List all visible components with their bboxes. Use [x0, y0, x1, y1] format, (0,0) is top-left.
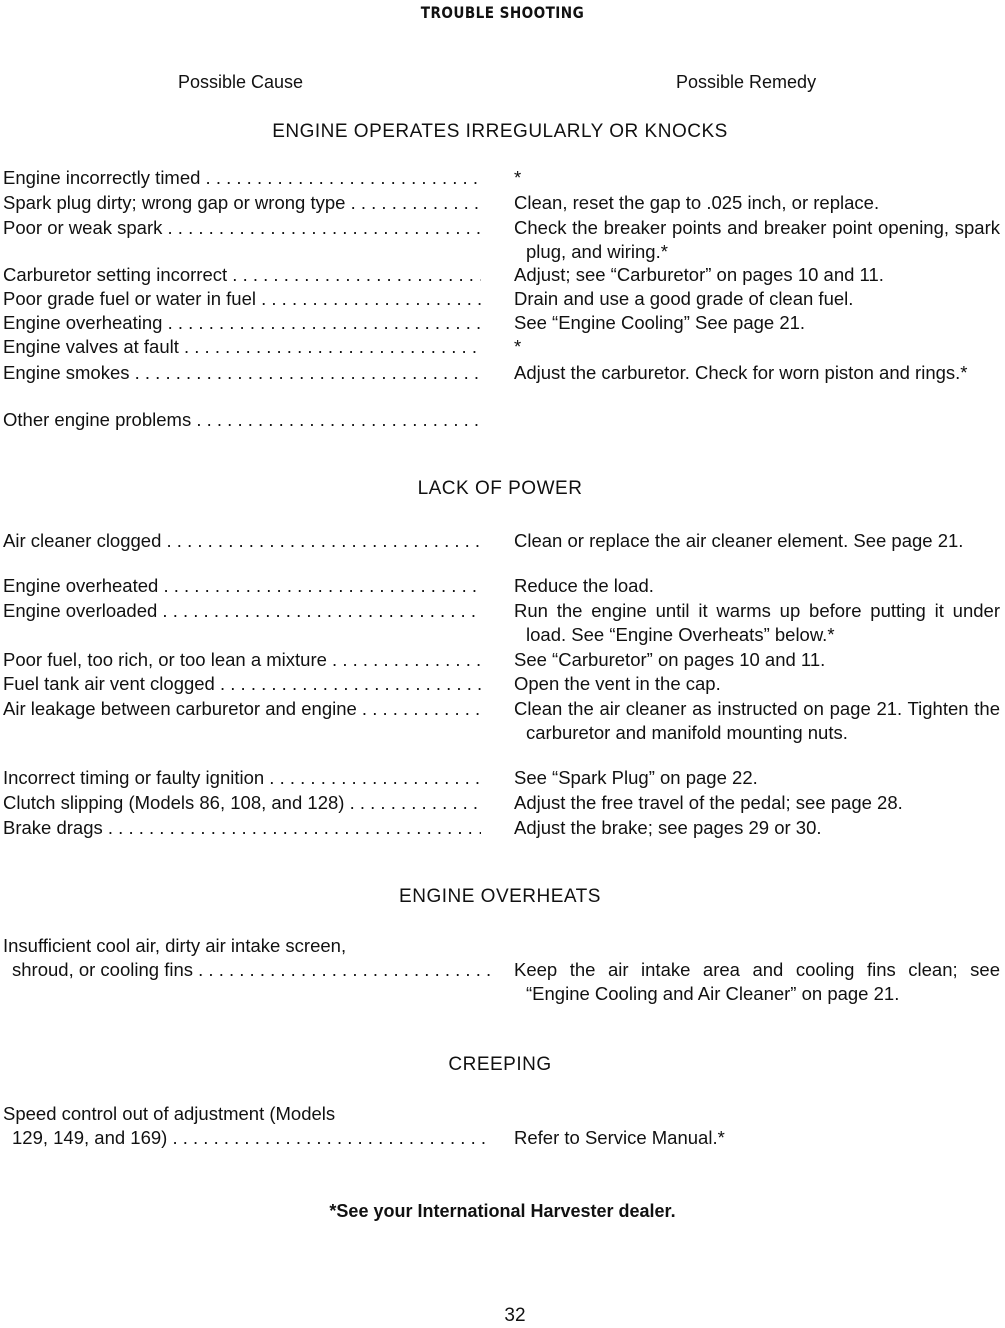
remedy-text: Run the engine until it warms up before putting it under load. See “Engine Overheats” below.* — [514, 600, 1000, 645]
cause-text: 129, 149, and 169) . . . — [3, 1126, 490, 1150]
cause-text: shroud, or cooling fins . . . — [3, 958, 490, 982]
cause-text-line1: Speed control out of adjustment (Models — [3, 1103, 336, 1124]
remedy-text: Drain and use a good grade of clean fuel. — [514, 288, 854, 309]
remedy-text: See “Engine Cooling” See page 21. — [514, 312, 806, 333]
remedy-text: Check the breaker points and breaker point opening, spark plug, and wiring.* — [514, 217, 1000, 262]
section-heading: ENGINE OPERATES IRREGULARLY OR KNOCKS — [272, 121, 728, 142]
cause-text: Engine overloaded . . . — [3, 599, 481, 623]
cause-text: Clutch slipping (Models 86, 108, and 128) . . . — [3, 791, 481, 815]
section-heading: LACK OF POWER — [417, 478, 583, 499]
cause-text-line1: Insufficient cool air, dirty air intake screen, — [3, 935, 347, 956]
cause-text: Engine overheated . . . — [3, 574, 481, 598]
remedy-text: See “Spark Plug” on page 22. — [514, 767, 758, 788]
footnote: *See your International Harvester dealer. — [329, 1201, 676, 1221]
cause-text: Air cleaner clogged . . . — [3, 529, 481, 553]
cause-text: Poor or weak spark . . . — [3, 216, 481, 240]
remedy-text: Clean or replace the air cleaner element. See page 21. — [514, 530, 964, 551]
cause-text: Brake drags . . . — [3, 816, 481, 840]
cause-text: Engine overheating . . . — [3, 311, 481, 335]
cause-text: Engine valves at fault . . . — [3, 335, 481, 359]
remedy-text: See “Carburetor” on pages 10 and 11. — [514, 649, 826, 670]
section-heading: CREEPING — [448, 1054, 552, 1075]
section-heading: ENGINE OVERHEATS — [399, 886, 601, 907]
cause-text: Engine smokes . . . — [3, 361, 481, 385]
remedy-text: Reduce the load. — [514, 575, 654, 596]
column-header-remedy: Possible Remedy — [676, 72, 817, 92]
remedy-text: Refer to Service Manual.* — [514, 1127, 725, 1148]
cause-text: Carburetor setting incorrect . . . — [3, 263, 481, 287]
page-number: 32 — [504, 1305, 526, 1326]
remedy-text: Adjust the carburetor. Check for worn piston and rings.* — [514, 362, 968, 383]
cause-text: Other engine problems . . . — [3, 408, 481, 432]
remedy-text: Adjust the free travel of the pedal; see page 28. — [514, 792, 903, 813]
remedy-text: Clean the air cleaner as instructed on page 21. Tighten the carburetor and manifold mounting nuts. — [514, 698, 1000, 743]
cause-text: Poor grade fuel or water in fuel . . . — [3, 287, 481, 311]
cause-text: Fuel tank air vent clogged . . . — [3, 672, 481, 696]
remedy-text: Adjust; see “Carburetor” on pages 10 and 11. — [514, 264, 884, 285]
remedy-text: Adjust the brake; see pages 29 or 30. — [514, 817, 822, 838]
cause-text: Poor fuel, too rich, or too lean a mixture . . . — [3, 648, 481, 672]
remedy-text: * — [514, 167, 522, 188]
page-title: TROUBLE SHOOTING — [420, 3, 585, 22]
remedy-text: Open the vent in the cap. — [514, 673, 721, 694]
cause-text: Incorrect timing or faulty ignition . . . — [3, 766, 481, 790]
remedy-text: Clean, reset the gap to .025 inch, or replace. — [514, 192, 880, 213]
remedy-text: * — [514, 336, 522, 357]
column-header-cause: Possible Cause — [178, 72, 304, 92]
cause-text: Spark plug dirty; wrong gap or wrong type . . . — [3, 191, 481, 215]
cause-text: Engine incorrectly timed . . . — [3, 166, 481, 190]
cause-text: Air leakage between carburetor and engine . . . — [3, 697, 481, 721]
remedy-text: Keep the air intake area and cooling fins clean; see “Engine Cooling and Air Cleaner” on page 21. — [514, 959, 1000, 1004]
